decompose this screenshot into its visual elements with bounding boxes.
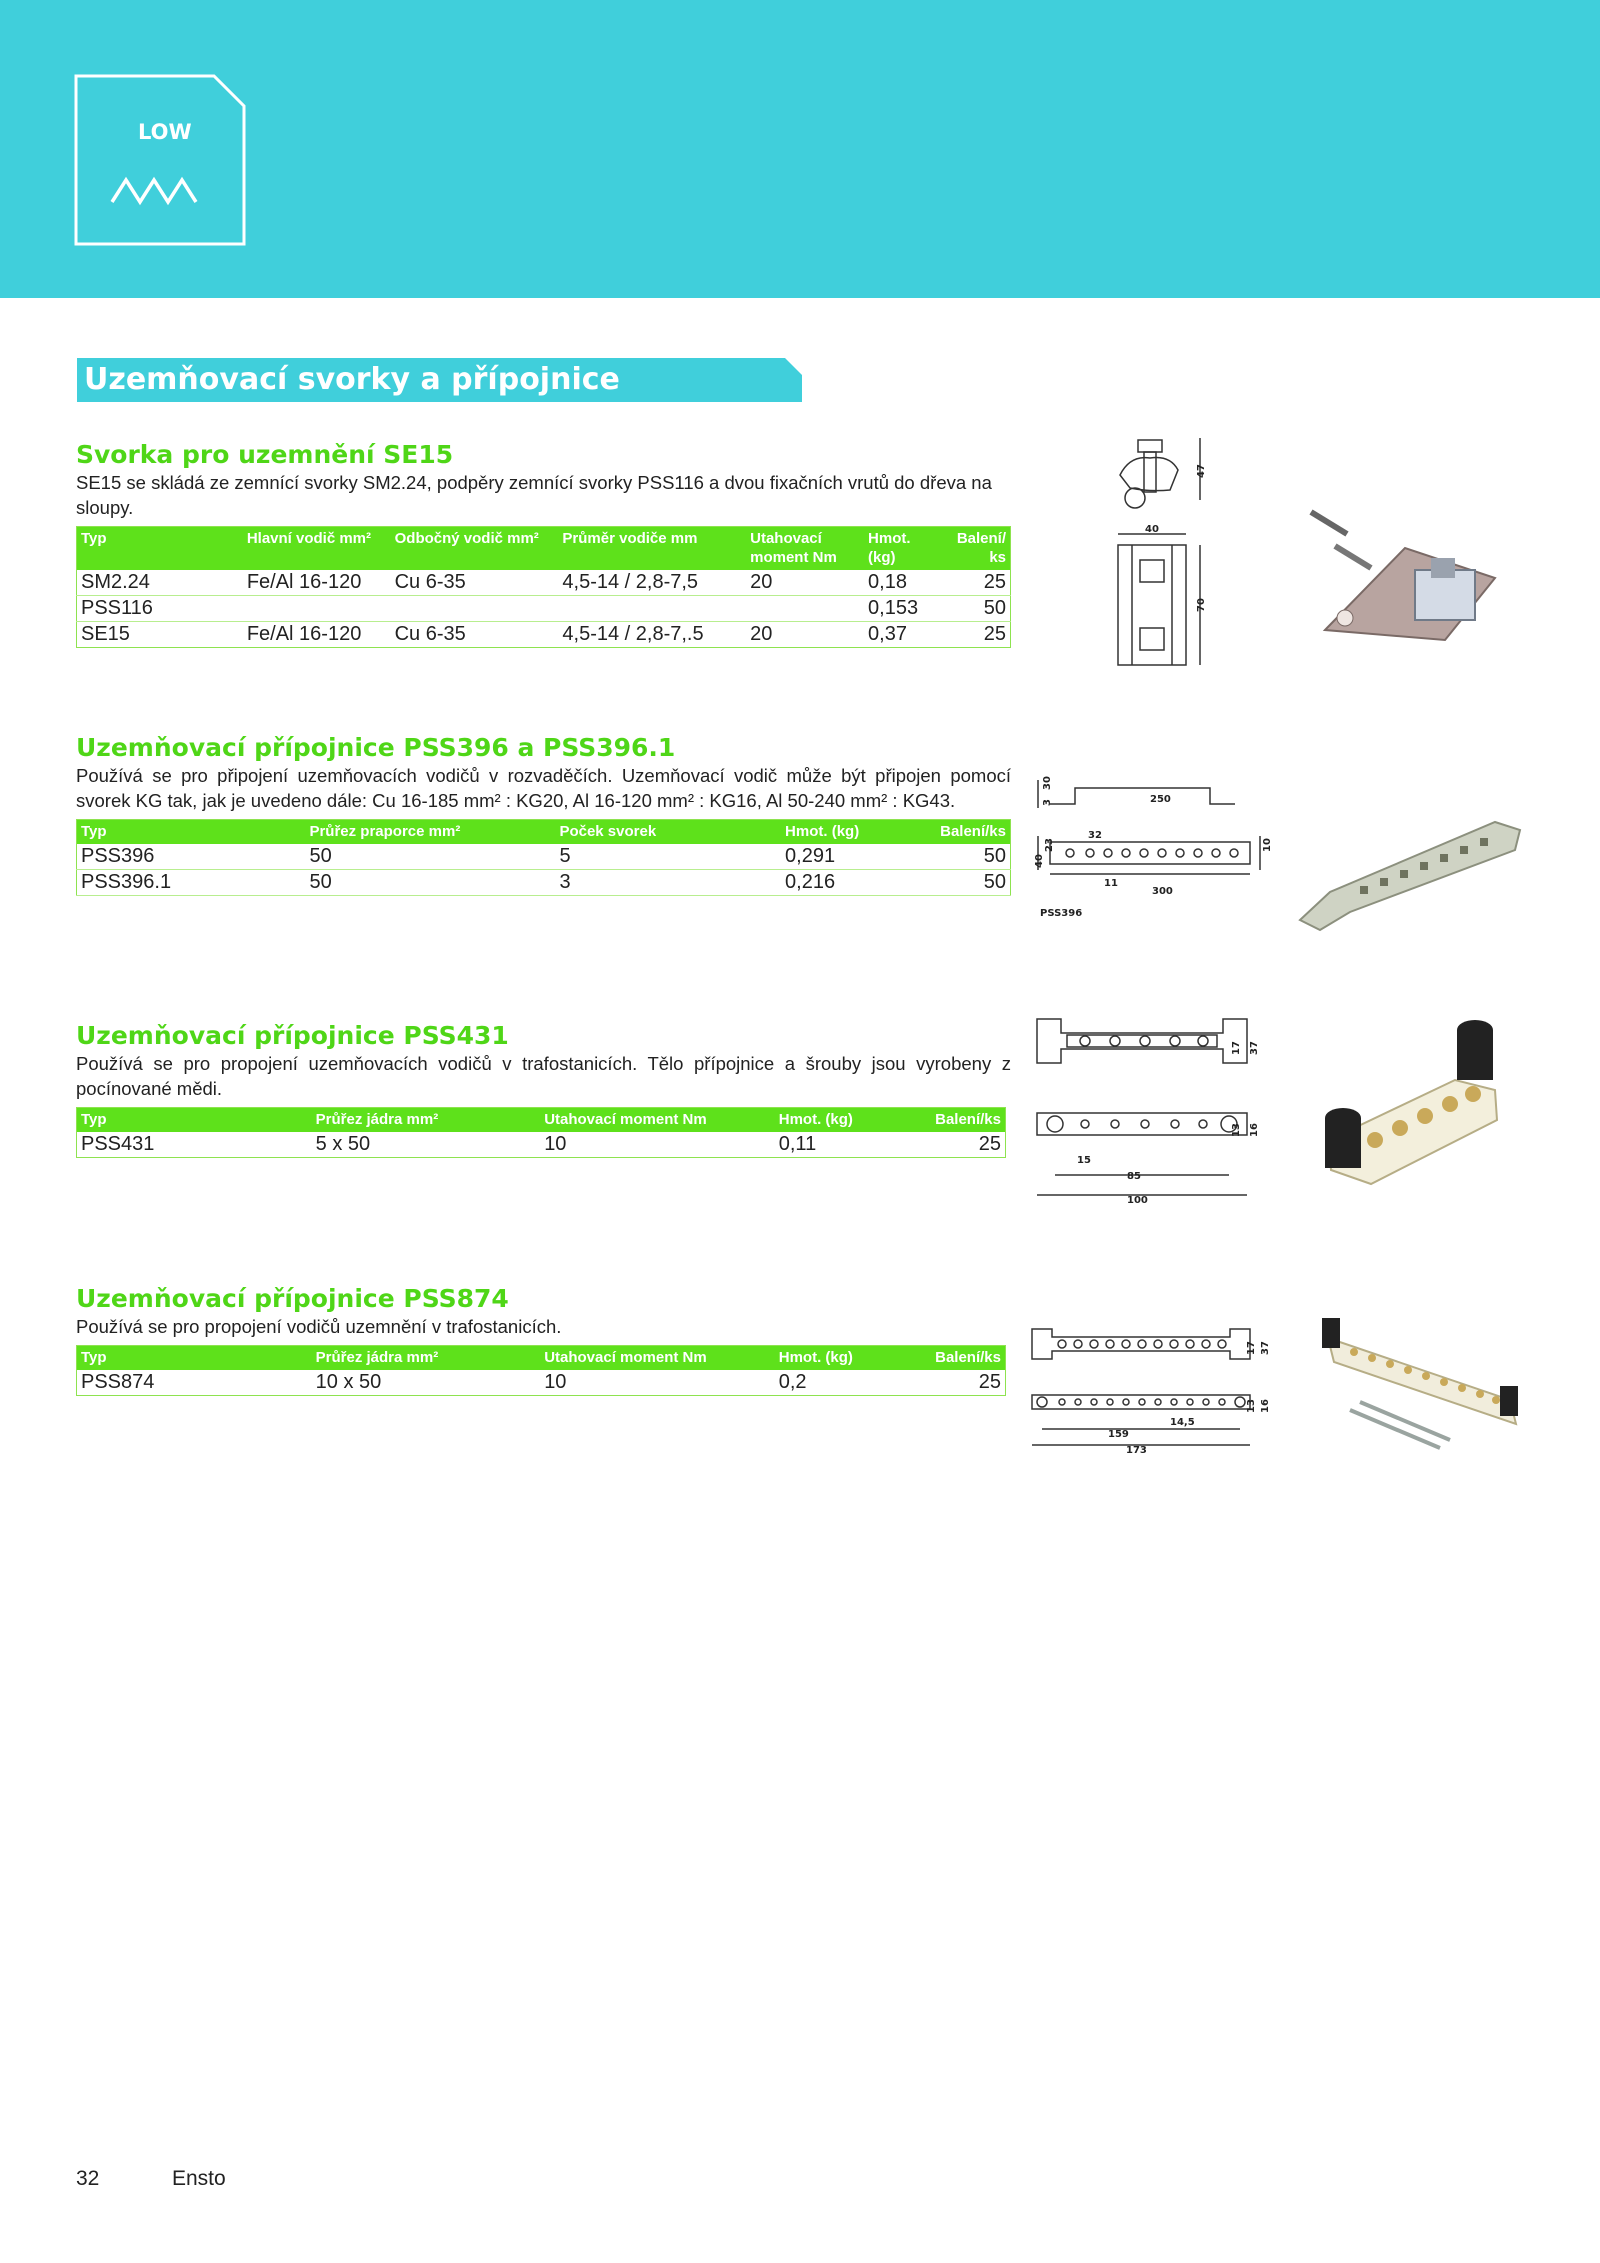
- table-row: [77, 1370, 1006, 1396]
- se15-technical-drawing: [1100, 430, 1210, 680]
- cell: 0,2: [778, 1371, 807, 1393]
- dim-label: 15: [1077, 1155, 1091, 1166]
- section-title: Uzemňovací přípojnice PSS874: [76, 1284, 509, 1313]
- cell: SM2.24: [81, 571, 150, 593]
- busbar-drawing-icon: [1030, 770, 1275, 930]
- cell: 50: [914, 870, 1011, 896]
- drawing-label: PSS396: [1040, 908, 1083, 919]
- table-row: [77, 870, 1011, 896]
- pss431-technical-drawing: [1035, 1015, 1275, 1215]
- cell: Fe/Al 16-120: [246, 623, 362, 645]
- dim-label: 173: [1126, 1445, 1147, 1456]
- badge-frame-icon: [74, 74, 246, 246]
- cell: 10: [544, 1371, 567, 1393]
- cell: [746, 596, 864, 622]
- cell: 25: [978, 1371, 1001, 1393]
- col-header: Typ: [77, 1108, 312, 1133]
- dim-label: 250: [1150, 794, 1171, 805]
- dim-label: 159: [1108, 1429, 1129, 1440]
- dim-label: 3: [1042, 799, 1053, 806]
- section-pss431: [76, 1021, 1011, 1158]
- dim-label: 300: [1152, 886, 1173, 897]
- dim-label: 30: [1042, 776, 1053, 790]
- pss874-product-photo: [1320, 1310, 1560, 1470]
- col-header: Hmot. (kg): [781, 820, 914, 845]
- col-header: Balení/ks: [908, 1108, 1005, 1133]
- cell: PSS116: [77, 596, 243, 622]
- col-header: Průměr vodiče mm: [558, 527, 746, 571]
- cell: 0,18: [868, 571, 907, 593]
- busbar-431-drawing-icon: [1035, 1015, 1275, 1215]
- page-number: 32: [76, 2167, 100, 2190]
- dim-label: 17: [1246, 1341, 1257, 1355]
- dim-label: 70: [1196, 598, 1207, 612]
- cell: 4,5-14 / 2,8-7,5: [562, 571, 699, 593]
- clamp-drawing-icon: [1100, 430, 1210, 680]
- dim-label: 40: [1034, 854, 1045, 868]
- col-header: Poček svorek: [555, 820, 781, 845]
- dim-label: 10: [1262, 838, 1273, 852]
- cell: 0,37: [868, 623, 907, 645]
- badge-label: LOW: [138, 120, 192, 144]
- pss396-product-photo: [1290, 800, 1535, 940]
- cell: 50: [983, 845, 1006, 867]
- se15-product-photo: [1295, 500, 1525, 660]
- cell: [391, 596, 559, 622]
- cell: SE15: [81, 623, 130, 645]
- col-header: Typ: [77, 820, 306, 845]
- section-title: Uzemňovací přípojnice PSS396 a PSS396.1: [76, 733, 676, 762]
- spec-table: [76, 1345, 1006, 1396]
- dim-label: 47: [1196, 464, 1207, 478]
- dim-label: 17: [1231, 1041, 1242, 1055]
- col-header: Typ: [77, 527, 243, 571]
- dim-label: 13: [1231, 1123, 1242, 1137]
- cell: 0,11: [778, 1133, 817, 1155]
- low-voltage-badge: [74, 74, 246, 246]
- section-se15: [76, 440, 1011, 648]
- col-header: Balení/ks: [908, 1346, 1005, 1371]
- cell: Cu 6-35: [394, 623, 466, 645]
- col-header: Utahovací moment Nm: [540, 1108, 775, 1133]
- cell: PSS396.1: [77, 870, 306, 896]
- cell: 5: [559, 845, 571, 867]
- col-header: Utahovací moment Nm: [540, 1346, 775, 1371]
- cell: 0,153: [864, 596, 942, 622]
- dim-label: 85: [1127, 1171, 1141, 1182]
- section-description: SE15 se skládá ze zemnící svorky SM2.24, podpěry zemnící svorky PSS116 a dvou fixačních vrutů do dřeva na sloupy.: [76, 472, 992, 518]
- col-header: Průřez praporce mm²: [305, 820, 555, 845]
- col-header: Balení/ks: [914, 820, 1011, 845]
- dim-label: 37: [1249, 1041, 1260, 1055]
- pss396-technical-drawing: [1030, 770, 1275, 930]
- cell: PSS396: [81, 845, 155, 867]
- section-pss396: [76, 733, 1011, 896]
- spec-table: [76, 526, 1011, 648]
- section-description: Používá se pro připojení uzemňovacích vodičů v rozvaděčích. Uzemňovací vodič může být připojen pomocí svorek KG tak, jak je uvedeno dále: Cu 16-185 mm² : KG20, Al 16-120 mm² : KG16, Al 50-240 mm² : KG43.: [76, 765, 1011, 811]
- pss874-technical-drawing: [1030, 1325, 1280, 1465]
- cell: 50: [309, 845, 332, 867]
- busbar-874-drawing-icon: [1030, 1325, 1280, 1465]
- cell: Cu 6-35: [394, 571, 466, 593]
- table-row: [77, 622, 1011, 648]
- header-band: [0, 0, 1600, 298]
- clamp-photo-icon: [1295, 500, 1525, 660]
- cell: 3: [555, 870, 781, 896]
- dim-label: 11: [1104, 878, 1118, 889]
- spec-table: [76, 1107, 1006, 1158]
- cell: 0,291: [785, 845, 836, 867]
- cell: 25: [978, 1133, 1001, 1155]
- busbar-874-photo-icon: [1320, 1310, 1560, 1470]
- cell: 50: [305, 870, 555, 896]
- section-pss874: [76, 1284, 1011, 1396]
- table-row: [77, 596, 1011, 622]
- cell: PSS874: [81, 1371, 155, 1393]
- cell: 0,216: [781, 870, 914, 896]
- col-header: Balení/ ks: [942, 527, 1011, 571]
- col-header: Hmot. (kg): [864, 527, 942, 571]
- dim-label: 40: [1145, 524, 1159, 535]
- col-header: Hlavní vodič mm²: [243, 527, 391, 571]
- dim-label: 100: [1127, 1195, 1148, 1206]
- cell: 10 x 50: [315, 1371, 382, 1393]
- busbar-photo-icon: [1290, 800, 1535, 940]
- col-header: Typ: [77, 1346, 312, 1371]
- section-description: Používá se pro propojení uzemňovacích vodičů v trafostanicích. Tělo přípojnice a šrouby jsou vyrobeny z pocínované mědi.: [76, 1053, 1011, 1099]
- page-title-banner: [77, 358, 802, 402]
- table-row: [77, 844, 1011, 870]
- cell: [558, 596, 746, 622]
- col-header: Utahovací moment Nm: [746, 527, 864, 571]
- dim-label: 32: [1088, 830, 1102, 841]
- section-title: Uzemňovací přípojnice PSS431: [76, 1021, 509, 1050]
- cell: PSS431: [81, 1133, 155, 1155]
- busbar-431-photo-icon: [1315, 1010, 1515, 1220]
- page-title: Uzemňovací svorky a přípojnice: [84, 362, 620, 397]
- col-header: Odbočný vodič mm²: [391, 527, 559, 571]
- cell: 20: [750, 623, 773, 645]
- cell: 20: [750, 571, 773, 593]
- cell: 25: [983, 623, 1006, 645]
- cell: 4,5-14 / 2,8-7,.5: [562, 623, 704, 645]
- dim-label: 14,5: [1170, 1417, 1195, 1428]
- dim-label: 13: [1246, 1399, 1257, 1413]
- section-title: Svorka pro uzemnění SE15: [76, 440, 454, 469]
- col-header: Průřez jádra mm²: [312, 1108, 541, 1133]
- col-header: Hmot. (kg): [775, 1108, 908, 1133]
- cell: 5 x 50: [315, 1133, 371, 1155]
- pss431-product-photo: [1315, 1010, 1515, 1220]
- table-row: [77, 570, 1011, 596]
- cell: 50: [942, 596, 1011, 622]
- dim-label: 16: [1260, 1399, 1271, 1413]
- cell: Fe/Al 16-120: [246, 571, 362, 593]
- dim-label: 23: [1044, 838, 1055, 852]
- table-row: [77, 1132, 1006, 1158]
- section-description: Používá se pro propojení vodičů uzemnění v trafostanicích.: [76, 1316, 562, 1337]
- col-header: Hmot. (kg): [775, 1346, 908, 1371]
- dim-label: 37: [1260, 1341, 1271, 1355]
- footer-brand: Ensto: [172, 2167, 226, 2190]
- cell: [243, 596, 391, 622]
- dim-label: 16: [1249, 1123, 1260, 1137]
- col-header: Průřez jádra mm²: [312, 1346, 541, 1371]
- cell: 10: [544, 1133, 567, 1155]
- cell: 25: [983, 571, 1006, 593]
- spec-table: [76, 819, 1011, 896]
